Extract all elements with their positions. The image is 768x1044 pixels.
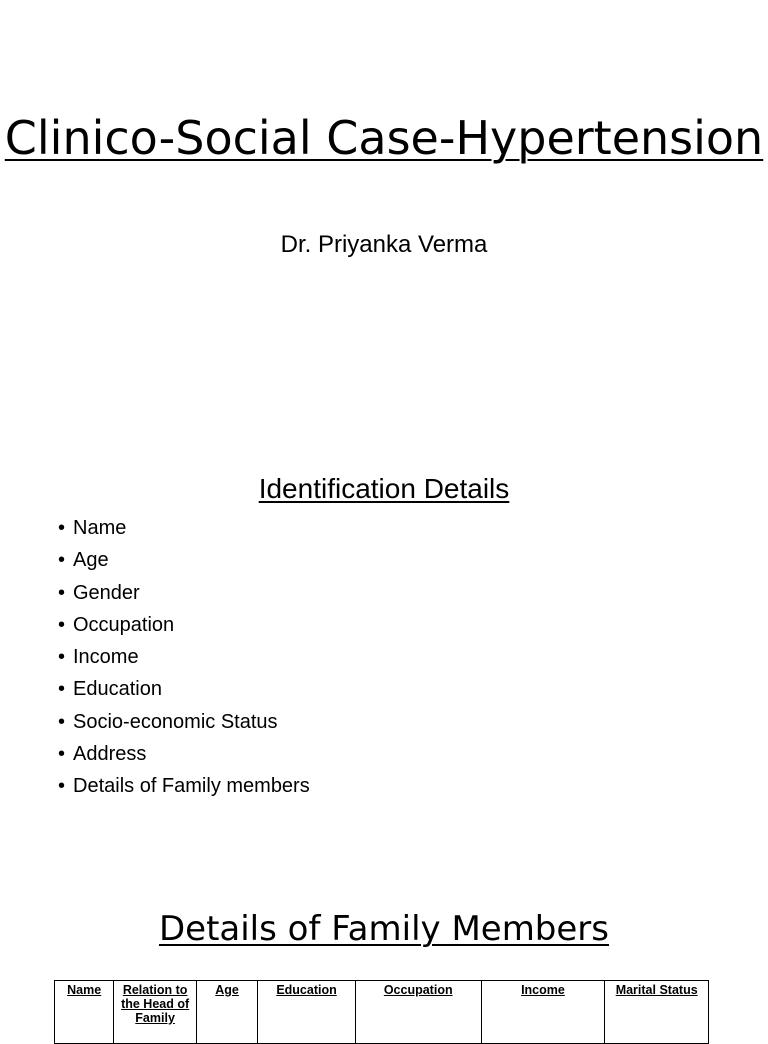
list-item: • Age: [58, 544, 310, 576]
bullet-icon: •: [58, 517, 66, 539]
slide-title: Clinico-Social Case-Hypertension: [4, 111, 764, 165]
bullet-icon: •: [58, 581, 66, 604]
list-item: • Education: [58, 673, 310, 705]
table-header-row: [55, 981, 709, 1044]
bullet-icon: •: [58, 743, 66, 766]
table-header-age: Age: [196, 981, 257, 1044]
family-members-heading: Details of Family Members: [158, 909, 610, 949]
table-header-relation: Relation to the Head of Family: [114, 981, 197, 1044]
bullet-icon: •: [58, 549, 66, 572]
list-item: • Address: [58, 738, 310, 770]
bullet-icon: •: [58, 613, 66, 636]
table-header-income: Income: [481, 981, 605, 1044]
table-header-education: Education: [258, 981, 356, 1044]
list-item: • Occupation: [58, 609, 310, 641]
family-members-table: [54, 980, 709, 1044]
table-header-name: Name: [55, 981, 114, 1044]
bullet-icon: •: [58, 678, 66, 701]
list-item: • Income: [58, 641, 310, 673]
identification-details-heading: Identification Details: [258, 473, 510, 504]
slide-subtitle-author: Dr. Priyanka Verma: [280, 231, 488, 258]
table-header-marital-status: Marital Status: [605, 981, 709, 1044]
bullet-icon: •: [58, 775, 66, 798]
list-item: • Name: [58, 512, 310, 544]
list-item: • Details of Family members: [58, 770, 310, 802]
table-header-occupation: Occupation: [355, 981, 481, 1044]
bullet-icon: •: [58, 710, 66, 733]
identification-details-list: [58, 512, 310, 803]
bullet-icon: •: [58, 646, 66, 669]
list-item: • Gender: [58, 577, 310, 609]
list-item: • Socio-economic Status: [58, 706, 310, 738]
